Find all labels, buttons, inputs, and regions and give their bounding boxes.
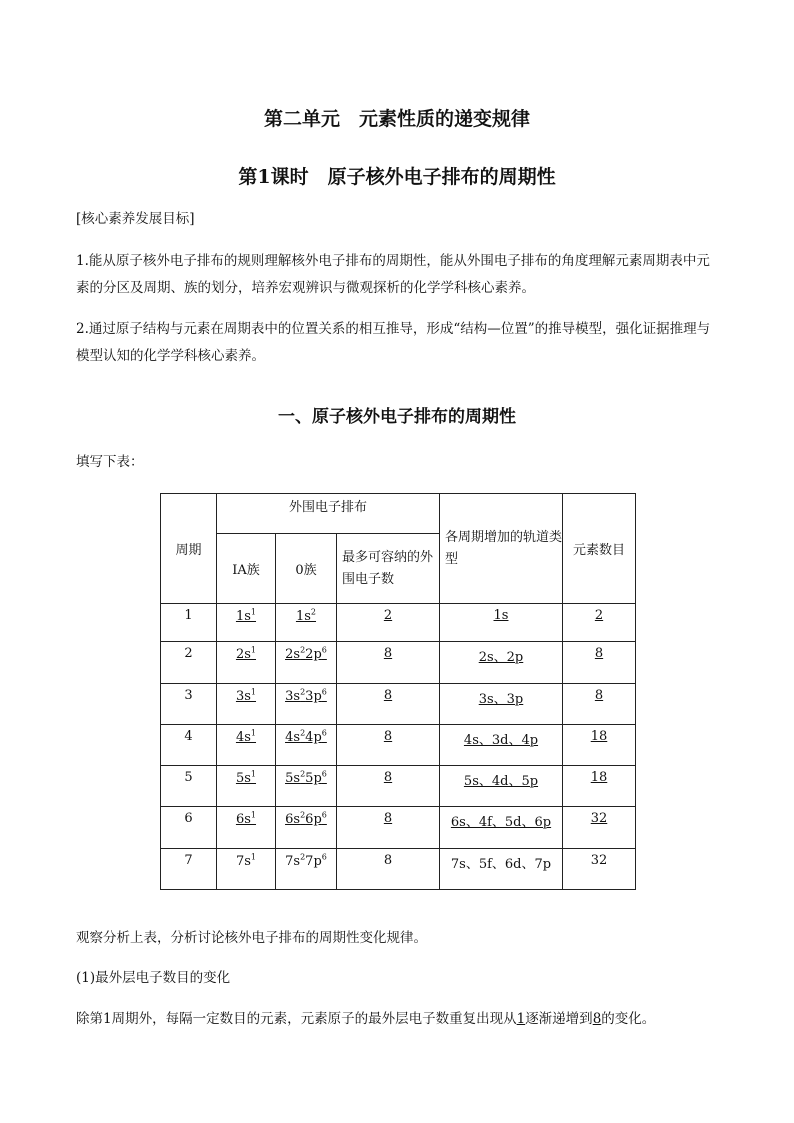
lesson-title: 第1课时 原子核外电子排布的周期性 xyxy=(238,166,556,188)
cell-period: 6 xyxy=(161,807,217,849)
observe-text: 观察分析上表，分析讨论核外电子排布的周期性变化规律。 xyxy=(76,930,427,946)
cell-orbital: 1s xyxy=(440,604,563,642)
header-count: 元素数目 xyxy=(563,494,636,604)
cell-count: 8 xyxy=(563,684,636,725)
table-row xyxy=(161,642,636,684)
cell-ia: $3s^1$ xyxy=(217,684,276,725)
cell-count: 32 xyxy=(563,849,636,890)
cell-orbital: 5s、4d、5p xyxy=(440,766,563,807)
cell-max: 8 xyxy=(337,642,440,684)
table-row xyxy=(161,604,636,642)
cell-zero: $6s^26p^6$ xyxy=(276,807,337,849)
cell-zero: $1s^2$ xyxy=(276,604,337,642)
cell-max: 8 xyxy=(337,849,440,890)
header-zero: 0族 xyxy=(276,534,337,604)
fill-prompt: 填写下表： xyxy=(76,454,144,470)
conclusion: 除第1周期外，每隔一定数目的元素，元素原子的最外层电子数重复出现从1逐渐递增到8的变化。 xyxy=(76,1011,656,1027)
section-1-title: 一、原子核外电子排布的周期性 xyxy=(278,407,516,427)
header-ia: ⅠA族 xyxy=(217,534,276,604)
electron-config-table xyxy=(160,493,636,890)
cell-max: 8 xyxy=(337,766,440,807)
cell-max: 8 xyxy=(337,725,440,766)
header-max: 最多可容纳的外围电子数 xyxy=(337,534,440,604)
cell-period: 4 xyxy=(161,725,217,766)
table-row xyxy=(161,725,636,766)
header-outer: 外围电子排布 xyxy=(217,494,440,534)
cell-count: 2 xyxy=(563,604,636,642)
cell-zero: $2s^22p^6$ xyxy=(276,642,337,684)
cell-ia: $2s^1$ xyxy=(217,642,276,684)
answer-1: 1 xyxy=(516,1011,526,1027)
table-row xyxy=(161,807,636,849)
cell-max: 8 xyxy=(337,684,440,725)
cell-max: 2 xyxy=(337,604,440,642)
sub-heading-1: (1)最外层电子数目的变化 xyxy=(76,970,231,986)
table-row xyxy=(161,684,636,725)
goal-1: 1.能从原子核外电子排布的规则理解核外电子排布的周期性，能从外围电子排布的角度理解元素周期表中元素的分区及周期、族的划分，培养宏观辨识与微观探析的化学学科核心素养。 xyxy=(76,253,710,296)
cell-period: 1 xyxy=(161,604,217,642)
table-row xyxy=(161,766,636,807)
cell-ia: $7s^1$ xyxy=(217,849,276,890)
cell-ia: $5s^1$ xyxy=(217,766,276,807)
cell-orbital: 4s、3d、4p xyxy=(440,725,563,766)
cell-period: 5 xyxy=(161,766,217,807)
cell-period: 7 xyxy=(161,849,217,890)
cell-zero: $4s^24p^6$ xyxy=(276,725,337,766)
goals-heading: [核心素养发展目标] xyxy=(76,211,195,227)
header-orbital: 各周期增加的轨道类型 xyxy=(440,494,563,604)
cell-zero: $3s^23p^6$ xyxy=(276,684,337,725)
cell-ia: $6s^1$ xyxy=(217,807,276,849)
table-row xyxy=(161,849,636,890)
cell-ia: $4s^1$ xyxy=(217,725,276,766)
cell-count: 32 xyxy=(563,807,636,849)
cell-orbital: 3s、3p xyxy=(440,684,563,725)
cell-period: 2 xyxy=(161,642,217,684)
goal-2: 2.通过原子结构与元素在周期表中的位置关系的相互推导，形成“结构—位置”的推导模型，强化证据推理与模型认知的化学学科核心素养。 xyxy=(76,321,711,364)
cell-orbital: 6s、4f、5d、6p xyxy=(440,807,563,849)
answer-8: 8 xyxy=(592,1011,602,1027)
cell-zero: $7s^27p^6$ xyxy=(276,849,337,890)
cell-count: 8 xyxy=(563,642,636,684)
cell-orbital: 7s、5f、6d、7p xyxy=(440,849,563,890)
header-period: 周期 xyxy=(161,494,217,604)
unit-title: 第二单元 元素性质的递变规律 xyxy=(263,108,530,130)
cell-period: 3 xyxy=(161,684,217,725)
cell-orbital: 2s、2p xyxy=(440,642,563,684)
cell-count: 18 xyxy=(563,766,636,807)
cell-count: 18 xyxy=(563,725,636,766)
cell-ia: $1s^1$ xyxy=(217,604,276,642)
cell-max: 8 xyxy=(337,807,440,849)
cell-zero: $5s^25p^6$ xyxy=(276,766,337,807)
